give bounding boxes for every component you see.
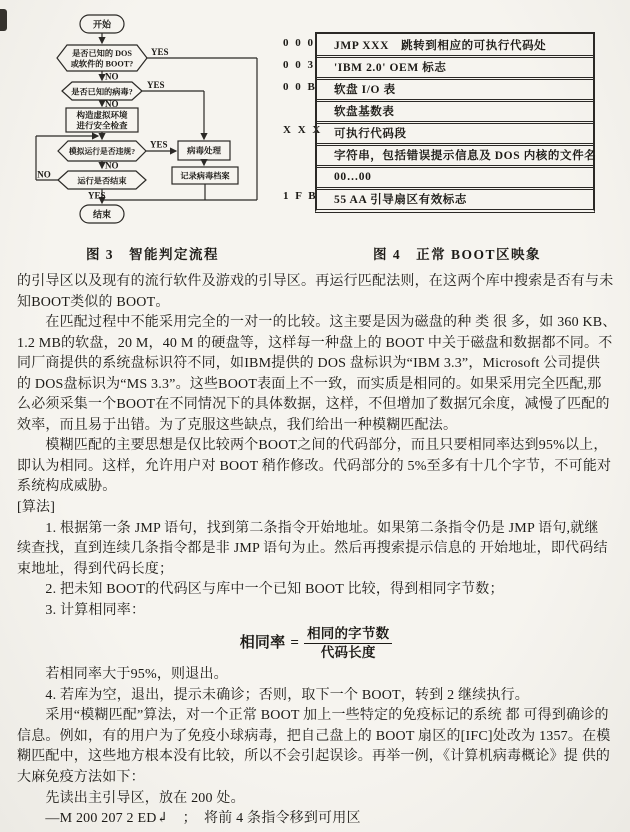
text-line: 先读出主引导区，放在 200 处。 (17, 790, 245, 806)
text-line: 同厂商提供的系统盘标识符不同，如IBM提供的 DOS 盘标识为“IBM 3.3”，Microsoft 公司提供 (17, 356, 601, 372)
text-line: 3. 计算相同率： (17, 602, 146, 618)
formula-denominator: 代码长度 (320, 644, 376, 660)
boot-map-box (315, 32, 595, 213)
decision1-label-line2: 或软件的 BOOT? (70, 59, 134, 69)
no1-label: NO (105, 71, 119, 82)
start-node-label: 开始 (92, 19, 112, 30)
text-line: —M 200 207 2 ED↲ ； 将前 4 条指令移到可用区 (17, 811, 361, 827)
formula-numerator: 相同的字节数 (304, 625, 392, 644)
text-line: 的引导区以及现有的流行软件及游戏的引导区。再运行匹配法则，在这两个库中搜索是否有与未 (17, 274, 614, 289)
body-text (17, 272, 615, 830)
text-line: 若相同率大于95%，则退出。 (17, 667, 228, 683)
table-cell: 软盘基数表 (334, 105, 395, 118)
table-row (317, 56, 593, 78)
table-cell: 55 AA 引导扇区有效标志 (334, 193, 467, 206)
text-line: 4. 若库为空，退出，提示未确诊；否则，取下一个 BOOT，转到 2 继续执行。 (17, 687, 530, 703)
figure-3-flowchart (8, 4, 283, 239)
decision3-label: 模拟运行是否违规? (68, 147, 136, 156)
table-offset-1FB: 1 F B (283, 190, 318, 202)
flowchart-canvas (8, 4, 283, 239)
text-line: 信息。例如，有的用户为了免疫小球病毒，把自己盘上的 BOOT 扇区的[IFC]处改为 1357。在模 (17, 728, 611, 744)
yes2-label: YES (147, 80, 165, 90)
table-offset-XXX: X X X (283, 124, 323, 136)
no2-label: NO (105, 99, 119, 109)
table-row (317, 166, 593, 188)
text-line: 2. 把未知 BOOT的代码区与库中一个已知 BOOT 比较，得到相同字节数； (17, 582, 504, 598)
formula-lhs: 相同率 (239, 635, 286, 652)
table-row (317, 34, 593, 56)
similarity-formula (17, 621, 615, 665)
text-line: 的 DOS盘标识为“MS 3.3”。这些BOOT表面上不一致，而实质是相同的。如果采用完全匹配,那 (17, 376, 602, 392)
table-cell: 'IBM 2.0' OEM 标志 (334, 61, 447, 74)
table-cell: 软盘 I/O 表 (334, 83, 396, 96)
text-line: 续查找，直到连续几条指令都是非 JMP 语句为止。然后再搜索提示信息的 开始地址，即代码结 (17, 541, 608, 557)
decision2-label: 是否已知的病毒? (71, 87, 133, 97)
figure-4-caption: 图 4 正常 BOOT区映象 (372, 247, 541, 262)
table-row (317, 144, 597, 166)
process3-label: 记录病毒档案 (180, 171, 230, 181)
yes3-label: YES (150, 139, 168, 150)
formula-fraction (304, 625, 392, 661)
text-line: 模糊匹配的主要思想是仅比较两个BOOT之间的代码部分，而且只要相同率达到95%以上， (17, 438, 608, 454)
table-row (317, 78, 593, 100)
text-line: 1. 根据第一条 JMP 语句，找到第二条指令开始地址。如果第二条指令仍是 JMP 语句,就继 (17, 520, 599, 536)
text-line: 1.2 MB的软盘，20 M，40 M 的硬盘等，这样每一种盘上的 BOOT 中关于磁盘和数据都不同。不 (17, 335, 613, 351)
table-row (317, 188, 593, 209)
text-line: 糊匹配中，这些地方根本没有比较，所以不会引起误诊。再举一例，《计算机病毒概论》提 供的 (17, 749, 611, 765)
process1-label-line2: 进行安全检查 (76, 120, 128, 131)
yes1-label: YES (151, 47, 169, 57)
text-line: 束地址，得到代码长度； (17, 561, 174, 577)
text-line: 系统构成威胁。 (17, 479, 117, 495)
figure-4-table (283, 26, 613, 226)
table-offset-000: 0 0 0 (283, 37, 315, 49)
formula-equals: = (290, 635, 300, 652)
text-line: 大麻免疫方法如下： (17, 770, 145, 786)
table-cell: JMP XXX 跳转到相应的可执行代码处 (334, 39, 547, 52)
process1-label-line1: 构造虚拟环境 (76, 110, 128, 120)
no3-label: NO (105, 160, 119, 171)
text-line: [算法] (17, 500, 56, 516)
table-cell: 00…00 (334, 170, 372, 183)
no4-label: NO (37, 169, 51, 180)
process2-label: 病毒处理 (186, 145, 222, 156)
text-line: 即认为相同。这样，允许用户对 BOOT 稍作修改。代码部分的 5%至多有十几个字节，不可能对 (17, 458, 612, 474)
decision4-label: 运行是否结束 (77, 176, 127, 186)
table-cell: 可执行代码段 (334, 127, 407, 140)
text-line: 么必须采集一个BOOT在不同情况下的具体数据，这样，不但增加了数据冗余度，减慢了匹配的 (17, 397, 610, 413)
figure-3-caption: 图 3 智能判定流程 (85, 247, 220, 262)
text-line: 效率，而且易于出错。为了克服这些缺点，我们给出一种模糊匹配法。 (17, 417, 458, 433)
text-line: 采用“模糊匹配”算法，对一个正常 BOOT 加上一些特定的免疫标记的系统 都 可得到确诊的 (17, 708, 609, 724)
table-offset-003: 0 0 3 (283, 59, 315, 71)
table-offset-00B: 0 0 B (283, 81, 317, 93)
table-cell: 字符串，包括错误提示信息及 DOS 内核的文件名 (334, 149, 597, 162)
yes4-label: YES (88, 190, 106, 201)
decision1-label-line1: 是否已知的 DOS (72, 49, 132, 58)
text-line: 在匹配过程中不能采用完全的一对一的比较。这主要是因为磁盘的种 类 很 多，如 360 KB、 (17, 315, 617, 331)
text-line: 知BOOT类似的 BOOT。 (17, 294, 170, 310)
table-row (317, 122, 593, 144)
table-row (317, 100, 593, 122)
end-node-label: 结束 (92, 209, 112, 220)
scan-artifact (0, 9, 7, 31)
